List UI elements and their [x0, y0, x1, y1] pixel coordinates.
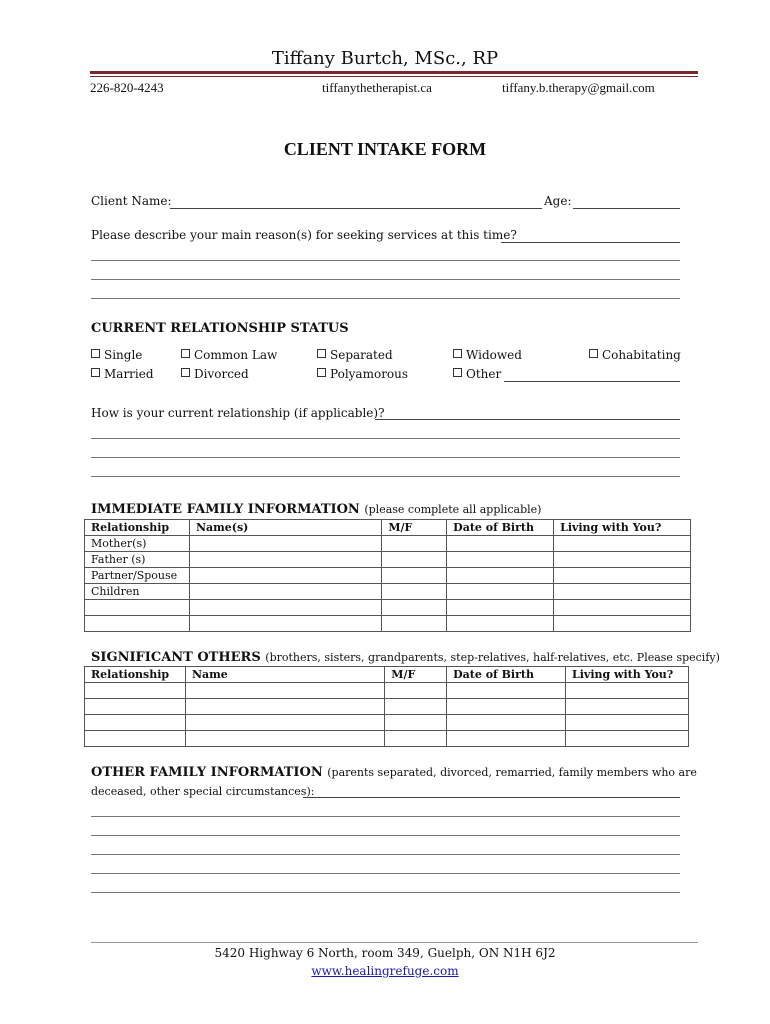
checkbox-icon[interactable]	[453, 368, 462, 377]
table-row	[85, 715, 689, 731]
option-polyamorous[interactable]: Polyamorous	[317, 367, 408, 381]
table-cell[interactable]	[185, 731, 384, 747]
table-cell[interactable]	[385, 683, 447, 699]
table-row	[85, 536, 691, 552]
option-widowed[interactable]: Widowed	[453, 348, 522, 362]
table-cell[interactable]	[447, 552, 554, 568]
checkbox-icon[interactable]	[181, 368, 190, 377]
table-cell[interactable]	[447, 568, 554, 584]
table-cell[interactable]	[385, 699, 447, 715]
other-family-line[interactable]	[91, 873, 680, 874]
checkbox-icon[interactable]	[91, 368, 100, 377]
other-family-heading: OTHER FAMILY INFORMATION (parents separated, divorced, remarried, family members who are	[91, 765, 697, 780]
table-cell[interactable]	[447, 683, 566, 699]
footer-address: 5420 Highway 6 North, room 349, Guelph, ON N1H 6J2	[214, 946, 556, 960]
table-header-row	[85, 667, 689, 683]
significant-others-table	[84, 666, 689, 747]
table-cell[interactable]	[189, 552, 381, 568]
checkbox-icon[interactable]	[317, 349, 326, 358]
col-relationship: Relationship	[85, 667, 186, 683]
table-cell[interactable]	[189, 568, 381, 584]
relationship-status-heading: CURRENT RELATIONSHIP STATUS	[91, 321, 349, 336]
reason-line[interactable]	[91, 260, 680, 261]
col-name: Name	[185, 667, 384, 683]
table-cell[interactable]	[382, 584, 447, 600]
table-cell[interactable]	[85, 683, 186, 699]
table-cell[interactable]	[85, 715, 186, 731]
header-rule	[90, 71, 698, 74]
table-cell[interactable]	[385, 715, 447, 731]
table-cell[interactable]	[382, 568, 447, 584]
table-cell[interactable]	[189, 536, 381, 552]
table-cell[interactable]	[447, 584, 554, 600]
client-name-field[interactable]	[170, 208, 542, 209]
relationship-line[interactable]	[91, 438, 680, 439]
table-row	[85, 699, 689, 715]
relationship-line[interactable]	[91, 457, 680, 458]
table-row	[85, 683, 689, 699]
col-names: Name(s)	[189, 520, 381, 536]
table-cell[interactable]	[566, 715, 689, 731]
table-cell[interactable]	[554, 568, 691, 584]
reason-line[interactable]	[91, 279, 680, 280]
website-link[interactable]: www.healingrefuge.com	[311, 964, 459, 978]
other-family-line[interactable]	[91, 835, 680, 836]
footer-link-wrapper	[0, 964, 770, 978]
col-mf: M/F	[382, 520, 447, 536]
row-label: Father (s)	[85, 552, 190, 568]
checkbox-icon[interactable]	[181, 349, 190, 358]
other-family-field[interactable]	[303, 797, 680, 798]
footer-rule	[91, 942, 698, 943]
age-label: Age:	[544, 194, 572, 208]
option-other[interactable]: Other	[453, 367, 501, 381]
phone-number: 226-820-4243	[90, 80, 164, 95]
table-cell[interactable]	[554, 536, 691, 552]
table-cell[interactable]	[85, 616, 190, 632]
table-cell[interactable]	[566, 683, 689, 699]
checkbox-icon[interactable]	[317, 368, 326, 377]
table-cell[interactable]	[566, 699, 689, 715]
significant-others-heading: SIGNIFICANT OTHERS (brothers, sisters, grandparents, step-relatives, half-relatives, etc. Please specify)	[91, 650, 720, 665]
client-name-label: Client Name:	[91, 194, 172, 208]
table-cell[interactable]	[189, 616, 381, 632]
col-dob: Date of Birth	[447, 520, 554, 536]
checkbox-icon[interactable]	[91, 349, 100, 358]
relationship-line[interactable]	[91, 476, 680, 477]
reason-label: Please describe your main reason(s) for seeking services at this time?	[91, 228, 517, 242]
reason-field[interactable]	[501, 242, 680, 243]
immediate-family-note: (please complete all applicable)	[364, 503, 542, 516]
option-divorced[interactable]: Divorced	[181, 367, 249, 381]
table-cell[interactable]	[382, 536, 447, 552]
therapist-name: Tiffany Burtch, MSc., RP	[271, 48, 499, 69]
other-status-field[interactable]	[504, 381, 680, 382]
table-cell[interactable]	[447, 536, 554, 552]
age-field[interactable]	[573, 208, 680, 209]
table-cell[interactable]	[566, 731, 689, 747]
table-row	[85, 568, 691, 584]
relationship-answer-field[interactable]	[375, 419, 680, 420]
option-married[interactable]: Married	[91, 367, 154, 381]
table-cell[interactable]	[382, 552, 447, 568]
row-label: Children	[85, 584, 190, 600]
header-rule-thin	[90, 76, 698, 77]
col-living-with: Living with You?	[554, 520, 691, 536]
table-header-row	[85, 520, 691, 536]
table-cell[interactable]	[385, 731, 447, 747]
table-row	[85, 600, 691, 616]
significant-others-note: (brothers, sisters, grandparents, step-relatives, half-relatives, etc. Please specify)	[265, 651, 720, 664]
other-family-line[interactable]	[91, 892, 680, 893]
other-family-line[interactable]	[91, 816, 680, 817]
immediate-family-table	[84, 519, 691, 632]
email-text: tiffany.b.therapy@gmail.com	[502, 80, 655, 95]
table-cell[interactable]	[85, 600, 190, 616]
table-cell[interactable]	[554, 616, 691, 632]
table-cell[interactable]	[85, 699, 186, 715]
other-family-note: (parents separated, divorced, remarried, family members who are	[327, 766, 697, 779]
immediate-family-heading: IMMEDIATE FAMILY INFORMATION (please complete all applicable)	[91, 502, 542, 517]
table-cell[interactable]	[554, 552, 691, 568]
table-cell[interactable]	[189, 600, 381, 616]
table-row	[85, 731, 689, 747]
table-cell[interactable]	[85, 731, 186, 747]
table-cell[interactable]	[447, 699, 566, 715]
table-row	[85, 616, 691, 632]
col-living-with: Living with You?	[566, 667, 689, 683]
option-separated[interactable]: Separated	[317, 348, 393, 362]
table-cell[interactable]	[185, 683, 384, 699]
option-cohabitating[interactable]: Cohabitating	[589, 348, 681, 362]
table-cell[interactable]	[185, 715, 384, 731]
table-row	[85, 552, 691, 568]
table-cell[interactable]	[189, 584, 381, 600]
table-cell[interactable]	[554, 584, 691, 600]
table-cell[interactable]	[447, 616, 554, 632]
col-dob: Date of Birth	[447, 667, 566, 683]
table-cell[interactable]	[185, 699, 384, 715]
checkbox-icon[interactable]	[453, 349, 462, 358]
option-common-law[interactable]: Common Law	[181, 348, 277, 362]
reason-line[interactable]	[91, 298, 680, 299]
checkbox-icon[interactable]	[589, 349, 598, 358]
table-cell[interactable]	[554, 600, 691, 616]
website-text: tiffanythetherapist.ca	[322, 80, 432, 95]
table-row	[85, 584, 691, 600]
other-family-continuation: deceased, other special circumstances):	[91, 785, 315, 798]
table-cell[interactable]	[382, 600, 447, 616]
other-family-line[interactable]	[91, 854, 680, 855]
relationship-question: How is your current relationship (if applicable)?	[91, 406, 385, 420]
option-single[interactable]: Single	[91, 348, 142, 362]
table-cell[interactable]	[382, 616, 447, 632]
row-label: Mother(s)	[85, 536, 190, 552]
table-cell[interactable]	[447, 715, 566, 731]
table-cell[interactable]	[447, 731, 566, 747]
row-label: Partner/Spouse	[85, 568, 190, 584]
form-title: CLIENT INTAKE FORM	[283, 139, 487, 159]
col-relationship: Relationship	[85, 520, 190, 536]
table-cell[interactable]	[447, 600, 554, 616]
col-mf: M/F	[385, 667, 447, 683]
